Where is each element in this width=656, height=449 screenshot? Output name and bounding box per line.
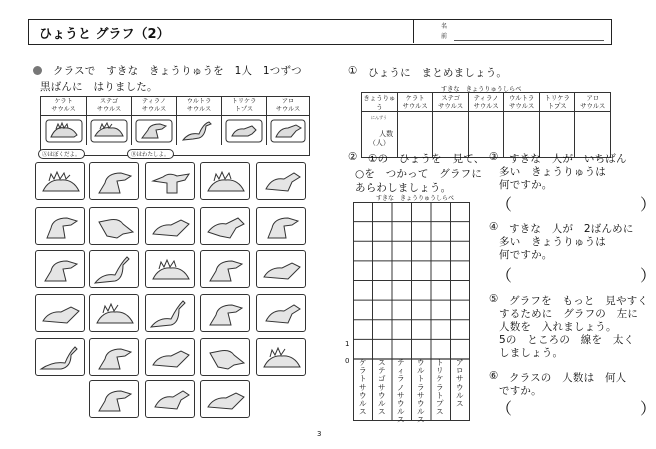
speech-bubble-a: Ⓐはぼくだよ。 [38, 149, 85, 159]
q5-line-1: グラフを もっと 見やすく [509, 295, 649, 307]
trex-icon [204, 255, 248, 285]
q2-number: ② [348, 151, 358, 163]
name-line [454, 40, 604, 41]
y-label-1: 1 [345, 340, 350, 348]
q5-line-2: するために グラフの 左に [499, 308, 639, 320]
bar-graph-grid[interactable] [353, 202, 470, 421]
q2-line-3: あらわしましょう。 [355, 182, 452, 194]
q4-answer-box[interactable]: （ ） [496, 266, 656, 285]
allosaurus-icon [204, 212, 248, 242]
dino-card [35, 162, 85, 200]
allosaurus-icon [149, 385, 193, 415]
dino-card [256, 338, 306, 376]
trex-icon [134, 118, 174, 144]
q3-line-3: 何ですか。 [499, 179, 553, 191]
q6-answer-box[interactable]: （ ） [496, 399, 656, 418]
ref-label: アロ サウルス [267, 97, 309, 116]
worksheet-header [28, 19, 612, 45]
triceratops-icon [149, 343, 193, 373]
stegosaurus-icon [260, 343, 304, 373]
dino-card [145, 207, 195, 245]
dino-card [200, 380, 250, 418]
ref-label: ウルトラ サウルス [177, 97, 222, 116]
stegosaurus-icon [39, 167, 83, 197]
bullet-icon [33, 66, 42, 75]
dino-card [89, 380, 139, 418]
q3-line-1: すきな 人が いちばん [509, 153, 627, 165]
q1-text: ひょうに まとめましょう。 [368, 67, 508, 79]
triceratops-icon [149, 212, 193, 242]
x-label: トリケラ トプス [436, 358, 444, 417]
col-head: アロ サウルス [575, 93, 611, 112]
stegosaurus-icon [204, 167, 248, 197]
sauropod-icon [39, 343, 83, 373]
col-head: ステゴ サウルス [433, 93, 469, 112]
ref-cell [222, 116, 267, 145]
dino-card [89, 338, 139, 376]
allosaurus-icon [260, 299, 304, 329]
q6-line-1: クラスの 人数は 何人 [509, 372, 627, 384]
allosaurus-icon [269, 118, 307, 144]
row-head-count-label: 人数 （人） [368, 130, 394, 147]
name-label-bottom: 前 [441, 33, 448, 40]
x-label: ステゴ サウルス [378, 358, 386, 417]
dino-card [200, 338, 250, 376]
dino-card [200, 294, 250, 332]
name-box[interactable] [413, 20, 612, 43]
dino-card [200, 207, 250, 245]
ruby-text: にんずう [371, 115, 387, 120]
ref-cell [87, 116, 132, 145]
dino-card [35, 338, 85, 376]
q5-line-4: 5の ところの 線を 太く [499, 334, 635, 346]
dino-card [256, 250, 306, 288]
q4-line-3: 何ですか。 [499, 249, 553, 261]
dino-card [145, 250, 195, 288]
trex-icon [149, 167, 193, 197]
trex-icon [93, 343, 137, 373]
dino-card [256, 294, 306, 332]
ref-cell [177, 116, 222, 145]
name-label-top: 名 [441, 23, 448, 30]
worksheet-title: ひょうと グラフ（2） [39, 27, 170, 42]
q5-line-5: しましょう。 [499, 347, 564, 359]
x-label: ウルトラ サウルス [417, 358, 425, 425]
trex-icon [93, 167, 137, 197]
ref-label: トリケラ トプス [222, 97, 267, 116]
dino-card [89, 207, 139, 245]
dino-card [145, 162, 195, 200]
dino-card [89, 250, 139, 288]
trex-icon [93, 212, 137, 242]
stegosaurus-icon [93, 299, 137, 329]
ref-label: ケラト サウルス [41, 97, 87, 116]
dino-card [200, 250, 250, 288]
dino-card [200, 162, 250, 200]
trex-icon [39, 255, 83, 285]
triceratops-icon [260, 255, 304, 285]
q5-number: ⑤ [489, 293, 499, 305]
x-label: アロ サウルス [456, 358, 464, 409]
col-head: ケラト サウルス [397, 93, 433, 112]
graph-title: すきな きょうりゅうしらべ [376, 195, 455, 202]
q2-line-2: ○を つかって グラフに [355, 168, 483, 180]
q1-table-title: すきな きょうりゅうしらべ [441, 86, 522, 93]
dino-card [89, 162, 139, 200]
intro-line-1: クラスで すきな きょうりゅうを 1人 1つずつ [53, 65, 302, 77]
stegosaurus-icon [89, 118, 129, 144]
row-head-dino: きょうりゅう [363, 94, 396, 111]
col-head: ウルトラ サウルス [504, 93, 540, 112]
x-label: ケラト サウルス [359, 358, 367, 417]
ref-cell [132, 116, 177, 145]
trex-icon [204, 299, 248, 329]
intro-line-2: 黒ばんに はりました。 [40, 81, 158, 93]
q2-line-1: ①の ひょうを 見て、 [368, 153, 485, 165]
dino-card [89, 294, 139, 332]
q6-line-2: ですか。 [499, 385, 542, 397]
ref-label: ステゴ サウルス [87, 97, 132, 116]
triceratops-icon [204, 385, 248, 415]
col-head: トリケラ トプス [539, 93, 575, 112]
stegosaurus-icon [149, 255, 193, 285]
ref-cell [267, 116, 309, 145]
q6-number: ⑥ [489, 370, 499, 382]
q4-line-1: すきな 人が 2ばんめに [509, 223, 634, 235]
triceratops-icon [224, 118, 264, 144]
ref-cell [41, 116, 87, 145]
triceratops-icon [39, 299, 83, 329]
trex-icon [204, 343, 248, 373]
sauropod-icon [93, 255, 137, 285]
dino-card [35, 207, 85, 245]
q1-number: ① [348, 65, 358, 77]
trex-icon [93, 385, 137, 415]
reference-frame [40, 96, 310, 156]
q4-number: ④ [489, 221, 499, 233]
dino-card [145, 380, 195, 418]
trex-icon [39, 212, 83, 242]
trex-icon [260, 212, 304, 242]
x-label: ティラノ サウルス [397, 358, 405, 425]
dino-card [145, 294, 195, 332]
q4-line-2: 多い きょうりゅうは [499, 236, 606, 248]
col-head: ティラノ サウルス [468, 93, 504, 112]
dino-card [145, 338, 195, 376]
y-label-0: 0 [345, 357, 350, 365]
stegosaurus-icon [44, 118, 84, 144]
dino-card [256, 207, 306, 245]
q3-line-2: 多い きょうりゅうは [499, 166, 606, 178]
q3-answer-box[interactable]: （ ） [496, 195, 656, 214]
sauropod-icon [179, 118, 219, 144]
dino-card [35, 250, 85, 288]
allosaurus-icon [260, 167, 304, 197]
dino-card [256, 162, 306, 200]
q3-number: ③ [489, 151, 499, 163]
tally-table [361, 92, 611, 158]
dino-card [35, 294, 85, 332]
speech-bubble-b: Ⓑはわたしよ。 [127, 149, 174, 159]
ref-label: ティラノ サウルス [132, 97, 177, 116]
q5-line-3: 人数を 入れましょう。 [499, 321, 617, 333]
page-number: 3 [317, 430, 322, 438]
sauropod-icon [149, 299, 193, 329]
